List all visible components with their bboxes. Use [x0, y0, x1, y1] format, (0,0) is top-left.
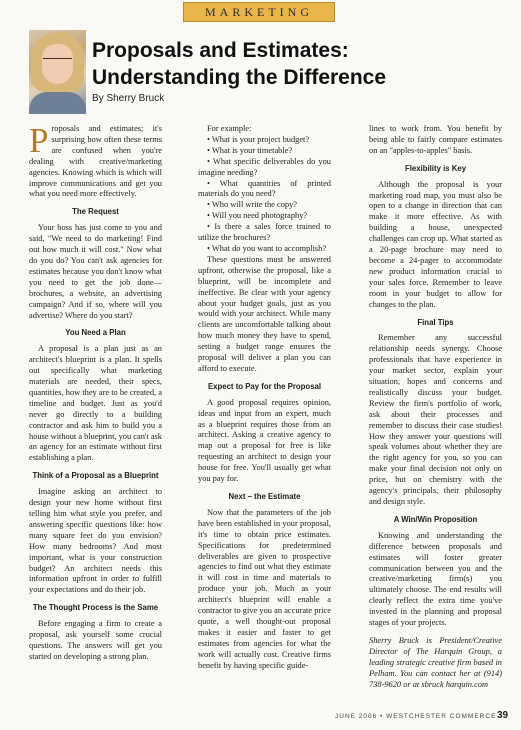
bullet-item: • Who will write the copy?: [207, 200, 297, 210]
heading-win-win: A Win/Win Proposition: [393, 514, 478, 524]
paragraph: Now that the parameters of the job have been established in your proposal, it's time to obtain price estimates. Specifications for predetermined deliverables are given to prospective agencies to find out what they estimate it will cost in time and materials to produce your job. Much as your architect's blueprint will enable a contractor to give you an accurate price quote, a well thought-out proposal makes it easier and faster to get estimates from agencies for what the work will actually cost. Creative firms benefit by having specific guide-: [198, 507, 331, 670]
drop-cap: P: [29, 121, 49, 160]
byline: By Sherry Bruck: [92, 93, 165, 104]
article-title: Proposals and Estimates: Understanding the Difference: [92, 39, 387, 89]
paragraph: Knowing and understanding the difference between proposals and estimates will foster greater communication between you and the creative/marketing firm(s) you ultimately choose. The end results will clearly reflect the extra time you've invested in the planning and proposal stages of your projects.: [369, 530, 502, 628]
column-2: [198, 124, 331, 672]
paragraph: A proposal is a plan just as an architect's blueprint is a plan. It spells out specifically what marketing materials are needed, their specs, quantities, how they are to be created, a timeline and budget. Just as you'd never go directly to a building contractor and ask him to build you a house without a blueprint, you can't ask an agency for an estimate without first establishing a plan.: [29, 344, 162, 463]
bullet-item: • Will you need photography?: [207, 211, 308, 221]
paragraph: For example:: [207, 124, 252, 133]
heading-request: The Request: [72, 207, 119, 217]
heading-plan: You Need a Plan: [65, 328, 126, 338]
heading-next: Next – the Estimate: [228, 492, 301, 501]
bullet-item: • What do you want to accomplish?: [207, 243, 327, 253]
heading-thought: The Thought Process is the Same: [32, 603, 159, 613]
bullet-item: • What is your timetable?: [207, 145, 293, 155]
section-tab: MARKETING: [183, 2, 335, 22]
paragraph: Although the proposal is your marketing road map, you must also be open to a change in direction that can make it more effective. As with building a house, unexpected challenges can crop up. What started as a 20-page brochure may need to become a 24-pager to accommodate new product information crucial to your sales force. Remember to leave room in your budget to allow for changes to the plan.: [369, 179, 502, 309]
heading-blueprint: Think of a Proposal as a Blueprint: [32, 471, 159, 481]
paragraph: Remember any successful relationship needs synergy. Choose professionals that have experience in your market sector, explain your situation, hopes and concerns and realistically discuss your budget. Review the firm's portfolio of work, ask about their processes and remember to discuss their case studies! How they answer your questions will speak volumes about whether they are the right agency for you, so you can make your final decision not only on price, but on chemistry with the agency's principals, their philosophy and design style.: [369, 333, 502, 506]
author-photo: [29, 30, 86, 114]
heading-flexibility: Flexibility is Key: [404, 163, 467, 173]
column-3: [369, 124, 502, 691]
paragraph: A good proposal requires opinion, ideas and input from an expert, much as a blueprint requires those from an architect. Asking a creative agency to map out a proposal for free is like requesting an architect to design your house for free. You'll usually get what you pay for.: [198, 397, 331, 484]
page-footer: JUNE 2006 • WESTCHESTER COMMERCE: [335, 713, 497, 720]
paragraph: Your boss has just come to you and said, "We need to do marketing! Find out how much it will cost." Now what do you do? You can't ask agencies for estimates because you don't know what you need to get the job done—brochures, a website, an advertising campaign? And if so, where will you advertise? Where do you start?: [29, 223, 162, 320]
heading-final-tips: Final Tips: [417, 317, 454, 327]
author-bio: Sherry Bruck is President/Creative Director of The Harquin Group, a leading strategic creative firm based in Pelham. You can contact her at (914) 738-9620 or at sbruck harquin.com: [369, 635, 502, 689]
paragraph: Before engaging a firm to create a proposal, ask yourself some crucial questions. The answers will get you started on developing a strong plan.: [29, 619, 162, 661]
paragraph: lines to work from. You benefit by being able to fairly compare estimates on an "apples-to-apples" basis.: [369, 124, 502, 155]
page-number: 39: [497, 710, 509, 721]
paragraph: These questions must be answered upfront, otherwise the proposal, like a blueprint, will be incomplete and ineffective. Be clear with your agency about your budget goals, just as you would with your architect. While many clients are uncomfortable talking about how much money they have to spend, setting a budget range ensures the proposal will deliver a plan you can afford to execute.: [198, 254, 331, 373]
bullet-item: • What quantities of printed materials do you need?: [198, 178, 331, 199]
bullet-item: • What is your project budget?: [207, 134, 310, 144]
bullet-item: • Is there a sales force trained to utilize the brochures?: [198, 222, 331, 243]
paragraph: Imagine asking an architect to design your new home without first telling him what style you prefer, and answering specific questions like: how many square feet do you envision? How many bedrooms? And most important, what is your construction budget? An architect needs this information upfront in order to fulfill your expectations and do their job.: [29, 487, 162, 595]
intro-paragraph: Proposals and estimates; it's surprising how often these terms are confused when you're dealing with creative/marketing agencies. Knowing which is which will improve communications and get you what you need more effectively.: [29, 121, 162, 199]
bullet-item: • What specific deliverables do you imagine needing?: [198, 156, 331, 177]
column-1: [29, 121, 162, 663]
heading-pay: Expect to Pay for the Proposal: [207, 381, 322, 391]
